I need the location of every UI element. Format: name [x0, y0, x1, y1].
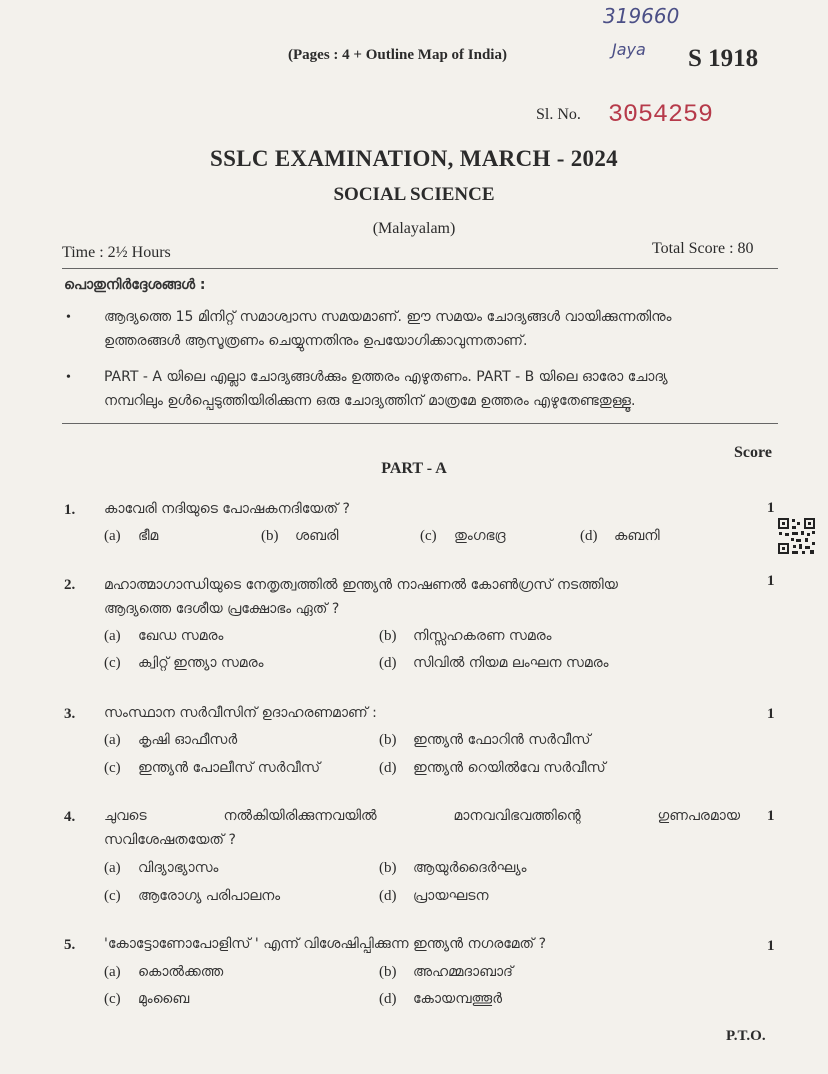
time: Time : 2½ Hours	[62, 244, 171, 261]
total-score: Total Score : 80	[652, 240, 754, 257]
question-4-line1: ചുവടെ നൽകിയിരിക്കുന്നവയിൽ മാനവവിഭവത്തിന്റെ ഗുണപരമായ	[104, 808, 740, 824]
question-2-score: 1	[767, 573, 775, 589]
bullet-1: •	[66, 310, 71, 325]
question-2-option-a: (a) ഖേഡ സമരം	[104, 628, 224, 644]
header-rule	[62, 268, 778, 269]
question-5-option-b: (b) അഹമ്മദാബാദ്	[379, 964, 513, 980]
instructions-heading: പൊതുനിർദ്ദേശങ്ങൾ :	[64, 277, 206, 293]
question-1-text: കാവേരി നദിയുടെ പോഷകനദിയേത് ?	[104, 501, 350, 517]
score-heading: Score	[734, 444, 772, 461]
question-2-line2: ആദ്യത്തെ ദേശീയ പ്രക്ഷോഭം ഏത് ?	[104, 601, 340, 617]
question-1-number: 1.	[64, 502, 76, 518]
instructions-rule	[62, 423, 778, 424]
question-2-option-b: (b) നിസ്സഹകരണ സമരം	[379, 628, 552, 644]
question-4-number: 4.	[64, 809, 76, 825]
question-5-number: 5.	[64, 937, 76, 953]
medium: (Malayalam)	[372, 220, 456, 237]
question-5-text: 'കോട്ടോണോപോളിസ് ' എന്ന് വിശേഷിപ്പിക്കുന്ന ഇന്ത്യൻ നഗരമേത് ?	[104, 936, 547, 952]
question-2-option-d: (d) സിവിൽ നിയമ ലംഘന സമരം	[379, 655, 609, 671]
question-3-text: സംസ്ഥാന സർവീസിന് ഉദാഹരണമാണ് :	[104, 705, 377, 721]
question-4-option-d: (d) പ്രായഘടന	[379, 888, 489, 904]
question-4-score: 1	[767, 808, 775, 824]
handwritten-number: 319660	[603, 4, 680, 28]
question-2-number: 2.	[64, 577, 76, 593]
question-3-option-b: (b) ഇന്ത്യൻ ഫോറിൻ സർവീസ്	[379, 732, 591, 748]
question-3-option-a: (a) കൃഷി ഓഫീസർ	[104, 732, 238, 748]
question-5-score: 1	[767, 938, 775, 954]
question-4-line2: സവിശേഷതയേത് ?	[104, 832, 236, 848]
question-5-option-d: (d) കോയമ്പത്തൂർ	[379, 991, 503, 1007]
question-3-option-d: (d) ഇന്ത്യൻ റെയിൽവേ സർവീസ്	[379, 760, 606, 776]
instruction-1-line2: ഉത്തരങ്ങൾ ആസൂത്രണം ചെയ്യുന്നതിനും ഉപയോഗിക്കാവുന്നതാണ്.	[104, 333, 528, 349]
subject-title: SOCIAL SCIENCE	[333, 184, 495, 205]
question-2-line1: മഹാത്മാഗാന്ധിയുടെ നേതൃത്വത്തിൽ ഇന്ത്യൻ നാഷണൽ കോൺഗ്രസ് നടത്തിയ	[104, 577, 618, 593]
bullet-2: •	[66, 370, 71, 385]
question-1-option-c: (c) തുംഗഭദ്ര	[420, 528, 506, 544]
pto-label: P.T.O.	[726, 1028, 766, 1044]
exam-title: SSLC EXAMINATION, MARCH - 2024	[210, 146, 618, 171]
question-1-option-d: (d) കബനി	[580, 528, 660, 544]
question-4-option-b: (b) ആയുർദൈർഘ്യം	[379, 860, 527, 876]
question-1-option-a: (a) ഭീമ	[104, 528, 159, 544]
part-title: PART - A	[381, 460, 447, 477]
question-3-option-c: (c) ഇന്ത്യൻ പോലീസ് സർവീസ്	[104, 760, 321, 776]
question-4-option-c: (c) ആരോഗ്യ പരിപാലനം	[104, 888, 281, 904]
question-2-option-c: (c) ക്വിറ്റ് ഇന്ത്യാ സമരം	[104, 655, 264, 671]
instruction-2-line2: നമ്പറിലും ഉൾപ്പെടുത്തിയിരിക്കുന്ന ഒരു ചോദ്യത്തിന് മാത്രമേ ഉത്തരം എഴുതേണ്ടതുള്ളൂ.	[104, 393, 636, 409]
question-5-option-a: (a) കൊൽക്കത്ത	[104, 964, 224, 980]
serial-number: 3054259	[608, 100, 714, 129]
qr-code	[777, 517, 817, 555]
paper-code: S 1918	[688, 45, 759, 72]
instruction-2-line1: PART - A യിലെ എല്ലാ ചോദ്യങ്ങൾക്കും ഉത്തരം എഴുതണം. PART - B യിലെ ഓരോ ചോദ്യ	[104, 369, 668, 385]
question-5-option-c: (c) മുംബൈ	[104, 991, 190, 1007]
pages-note: (Pages : 4 + Outline Map of India)	[288, 47, 507, 63]
question-4-option-a: (a) വിദ്യാഭ്യാസം	[104, 860, 219, 876]
serial-label: Sl. No.	[536, 106, 581, 123]
question-3-number: 3.	[64, 706, 76, 722]
question-3-score: 1	[767, 706, 775, 722]
instruction-1-line1: ആദ്യത്തെ 15 മിനിറ്റ് സമാശ്വാസ സമയമാണ്. ഈ സമയം ചോദ്യങ്ങൾ വായിക്കുന്നതിനും	[104, 309, 672, 325]
question-1-score: 1	[767, 500, 775, 516]
handwritten-signature: Jaya	[612, 40, 646, 59]
question-1-option-b: (b) ശബരി	[261, 528, 339, 544]
